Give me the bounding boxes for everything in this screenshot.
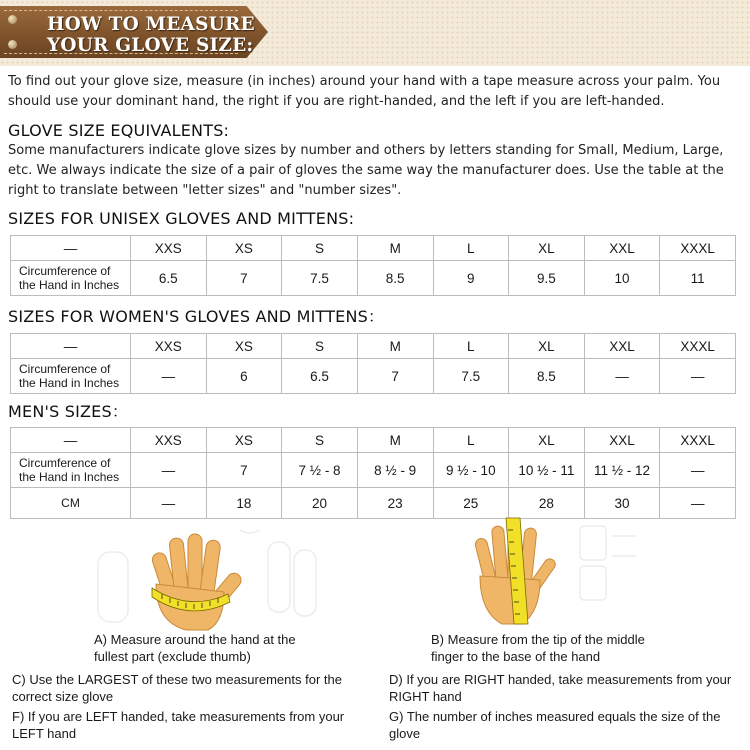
table-cell: 9.5 xyxy=(509,261,585,296)
note-g: G) The number of inches measured equals the size of the glove xyxy=(389,709,721,741)
table-cell: 8.5 xyxy=(509,359,585,394)
size-header: S xyxy=(282,428,358,453)
size-header: M xyxy=(357,236,433,261)
table-cell: — xyxy=(660,359,736,394)
size-header: S xyxy=(282,236,358,261)
table-cell: — xyxy=(131,453,207,488)
men-size-table xyxy=(10,427,736,519)
size-header: XXL xyxy=(584,334,660,359)
table-cell: 25 xyxy=(433,488,509,519)
table-row xyxy=(11,453,736,488)
table-cell: 10 xyxy=(584,261,660,296)
size-header: XXL xyxy=(584,428,660,453)
size-header: XXS xyxy=(131,334,207,359)
size-header: XXXL xyxy=(660,428,736,453)
size-header: XXXL xyxy=(660,334,736,359)
caption-a: A) Measure around the hand at the fullest part (exclude thumb) xyxy=(94,632,296,664)
unisex-size-table xyxy=(10,235,736,296)
title-line-1: HOW TO MEASURE xyxy=(47,14,255,35)
table-cell: 6.5 xyxy=(131,261,207,296)
women-size-table xyxy=(10,333,736,394)
table-corner: — xyxy=(11,236,131,261)
table-cell: — xyxy=(660,488,736,519)
size-header: XL xyxy=(509,334,585,359)
table-cell: 7 xyxy=(357,359,433,394)
table-cell: 10 ½ - 11 xyxy=(509,453,585,488)
size-header: XS xyxy=(206,428,282,453)
men-heading: MEN'S SIZES： xyxy=(8,402,129,421)
header-banner xyxy=(0,0,750,66)
table-cell: — xyxy=(584,359,660,394)
note-d: D) If you are RIGHT handed, take measurements from your RIGHT hand xyxy=(389,672,732,704)
table-cell: 9 ½ - 10 xyxy=(433,453,509,488)
size-header: L xyxy=(433,236,509,261)
size-header: M xyxy=(357,428,433,453)
equivalents-paragraph: Some manufacturers indicate glove sizes by number and others by letters standing for Small, Medium, Large, etc. We always indicate the size of a pair of gloves the same way the manufacturer does. Use the table at the right to translate between "letter sizes" and "number sizes". xyxy=(8,143,724,198)
table-cell: 7 xyxy=(206,261,282,296)
row-label: Circumference of the Hand in Inches xyxy=(11,359,131,394)
table-cell: 8 ½ - 9 xyxy=(357,453,433,488)
table-cell: 8.5 xyxy=(357,261,433,296)
page-title xyxy=(47,14,257,56)
table-header-row xyxy=(11,236,736,261)
caption-b: B) Measure from the tip of the middle finger to the base of the hand xyxy=(431,632,645,664)
table-cell: 28 xyxy=(509,488,585,519)
table-row xyxy=(11,359,736,394)
table-cell: 7 ½ - 8 xyxy=(282,453,358,488)
size-header: XL xyxy=(509,428,585,453)
row-label: Circumference of the Hand in Inches xyxy=(11,261,131,296)
size-header: XXS xyxy=(131,428,207,453)
note-c: C) Use the LARGEST of these two measurements for the correct size glove xyxy=(12,672,342,704)
rivet-icon xyxy=(8,40,17,49)
table-cell: 6 xyxy=(206,359,282,394)
row-label: CM xyxy=(11,488,131,519)
size-header: XXXL xyxy=(660,236,736,261)
table-cell: 11 ½ - 12 xyxy=(584,453,660,488)
table-cell: 9 xyxy=(433,261,509,296)
table-header-row xyxy=(11,334,736,359)
table-cell: 23 xyxy=(357,488,433,519)
size-header: XXL xyxy=(584,236,660,261)
hand-circumference-illustration xyxy=(90,522,320,632)
hand-length-illustration xyxy=(440,516,640,632)
intro-paragraph: To find out your glove size, measure (in inches) around your hand with a tape measure across your palm. You should use your dominant hand, the right if you are right-handed, and the left if you are left-handed. xyxy=(8,74,721,109)
table-cell: — xyxy=(660,453,736,488)
rivet-icon xyxy=(8,15,17,24)
table-corner: — xyxy=(11,428,131,453)
size-header: M xyxy=(357,334,433,359)
size-header: XS xyxy=(206,236,282,261)
table-row xyxy=(11,488,736,519)
table-cell: 6.5 xyxy=(282,359,358,394)
table-cell: — xyxy=(131,359,207,394)
table-cell: 7 xyxy=(206,453,282,488)
unisex-heading: SIZES FOR UNISEX GLOVES AND MITTENS: xyxy=(8,209,355,228)
size-header: XXS xyxy=(131,236,207,261)
note-f: F) If you are LEFT handed, take measurements from your LEFT hand xyxy=(12,709,345,741)
size-header: XL xyxy=(509,236,585,261)
size-header: XS xyxy=(206,334,282,359)
table-cell: — xyxy=(131,488,207,519)
title-line-2: YOUR GLOVE SIZE: xyxy=(47,35,254,56)
table-cell: 20 xyxy=(282,488,358,519)
equivalents-heading: GLOVE SIZE EQUIVALENTS: xyxy=(8,121,230,140)
table-cell: 11 xyxy=(660,261,736,296)
women-heading: SIZES FOR WOMEN'S GLOVES AND MITTENS： xyxy=(8,307,385,326)
size-header: L xyxy=(433,334,509,359)
table-row xyxy=(11,261,736,296)
size-header: L xyxy=(433,428,509,453)
table-cell: 30 xyxy=(584,488,660,519)
table-cell: 7.5 xyxy=(433,359,509,394)
table-cell: 7.5 xyxy=(282,261,358,296)
table-header-row xyxy=(11,428,736,453)
size-header: S xyxy=(282,334,358,359)
table-cell: 18 xyxy=(206,488,282,519)
table-corner: — xyxy=(11,334,131,359)
row-label: Circumference of the Hand in Inches xyxy=(11,453,131,488)
